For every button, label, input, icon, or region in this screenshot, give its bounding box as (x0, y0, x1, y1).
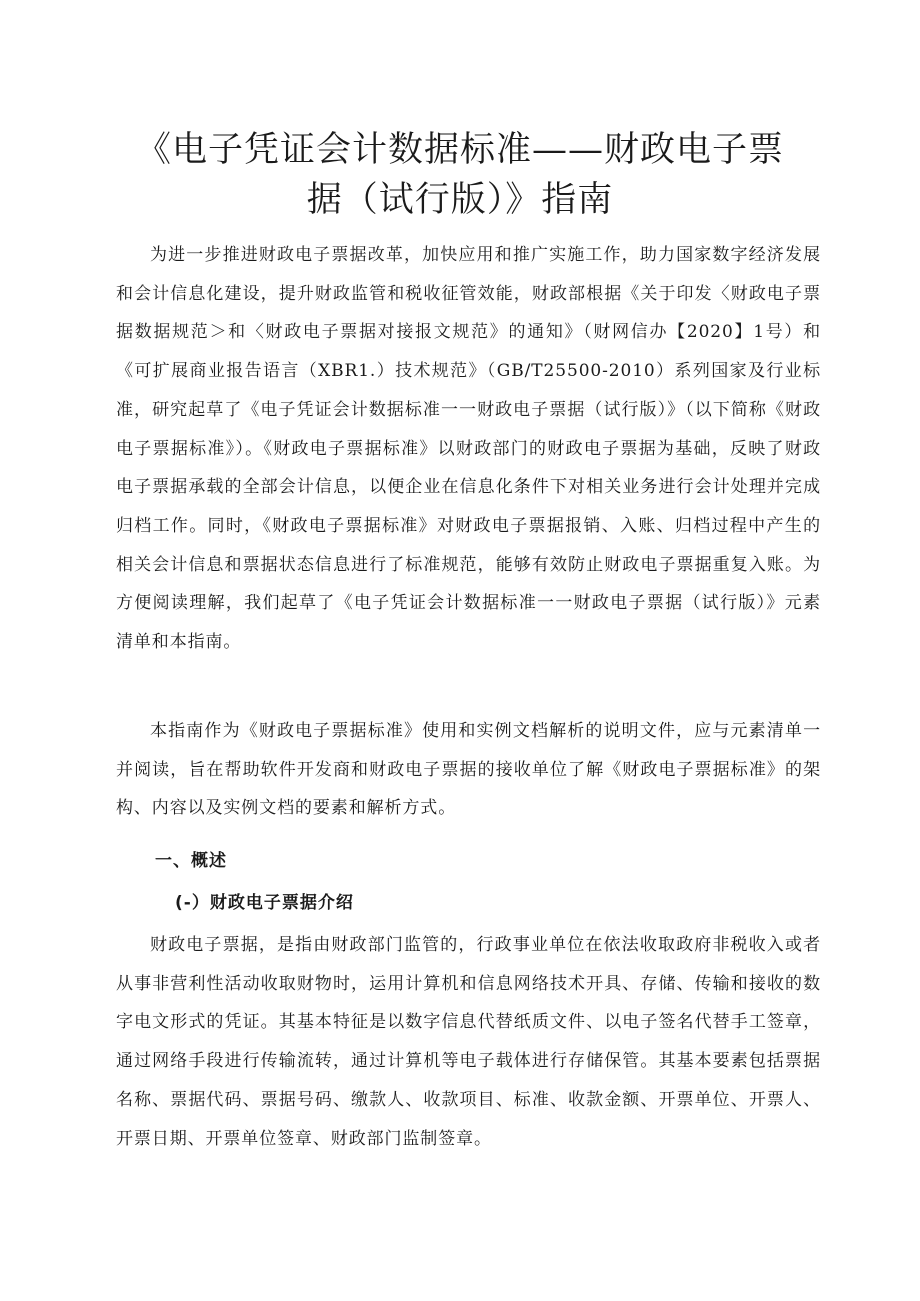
title-line-1: 《电子凭证会计数据标准——财政电子票 (135, 130, 784, 170)
paragraph-purpose: 本指南作为《财政电子票据标准》使用和实例文档解析的说明文件，应与元素清单一并阅读，旨在帮助软件开发商和财政电子票据的接收单位了解《财政电子票据标准》的架构、内容以及实例文档的要素和解析方式。 (116, 721, 821, 819)
paragraph-intro: 为进一步推进财政电子票据改革，加快应用和推广实施工作，助力国家数字经济发展和会计信息化建设，提升财政监管和税收征管效能，财政部根据《关于印发〈财政电子票据数据规范＞和〈财政电子票据对接报文规范》的通知》（财网信办【2020】1号）和《可扩展商业报告语言（XBR1.）技术规范》（GB/T25500-2010）系列国家及行业标准，研究起草了《电子凭证会计数据标准一一财政电子票据（试行版）》（以下简称《财政电子票据标准》）。《财政电子票据标准》以财政部门的财政电子票据为基础，反映了财政电子票据承载的全部会计信息，以便企业在信息化条件下对相关业务进行会计处理并完成归档工作。同时，《财政电子票据标准》对财政电子票据报销、入账、归档过程中产生的相关会计信息和票据状态信息进行了标准规范，能够有效防止财政电子票据重复入账。为方便阅读理解，我们起草了《电子凭证会计数据标准一一财政电子票据（试行版）》元素清单和本指南。 (116, 245, 821, 653)
title-line-2: 据（试行版）》指南 (306, 180, 614, 220)
section-heading-overview: 一、概述 (155, 851, 227, 871)
subsection-heading-intro: (-）财政电子票据介绍 (175, 893, 354, 913)
document-title (110, 125, 810, 225)
paragraph-definition: 财政电子票据，是指由财政部门监管的，行政事业单位在依法收取政府非税收入或者从事非营利性活动收取财物时，运用计算机和信息网络技术开具、存储、传输和接收的数字电文形式的凭证。其基本特征是以数字信息代替纸质文件、以电子签名代替手工签章，通过网络手段进行传输流转，通过计算机等电子载体进行存储保管。其基本要素包括票据名称、票据代码、票据号码、缴款人、收款项目、标准、收款金额、开票单位、开票人、开票日期、开票单位签章、财政部门监制签章。 (116, 935, 821, 1149)
